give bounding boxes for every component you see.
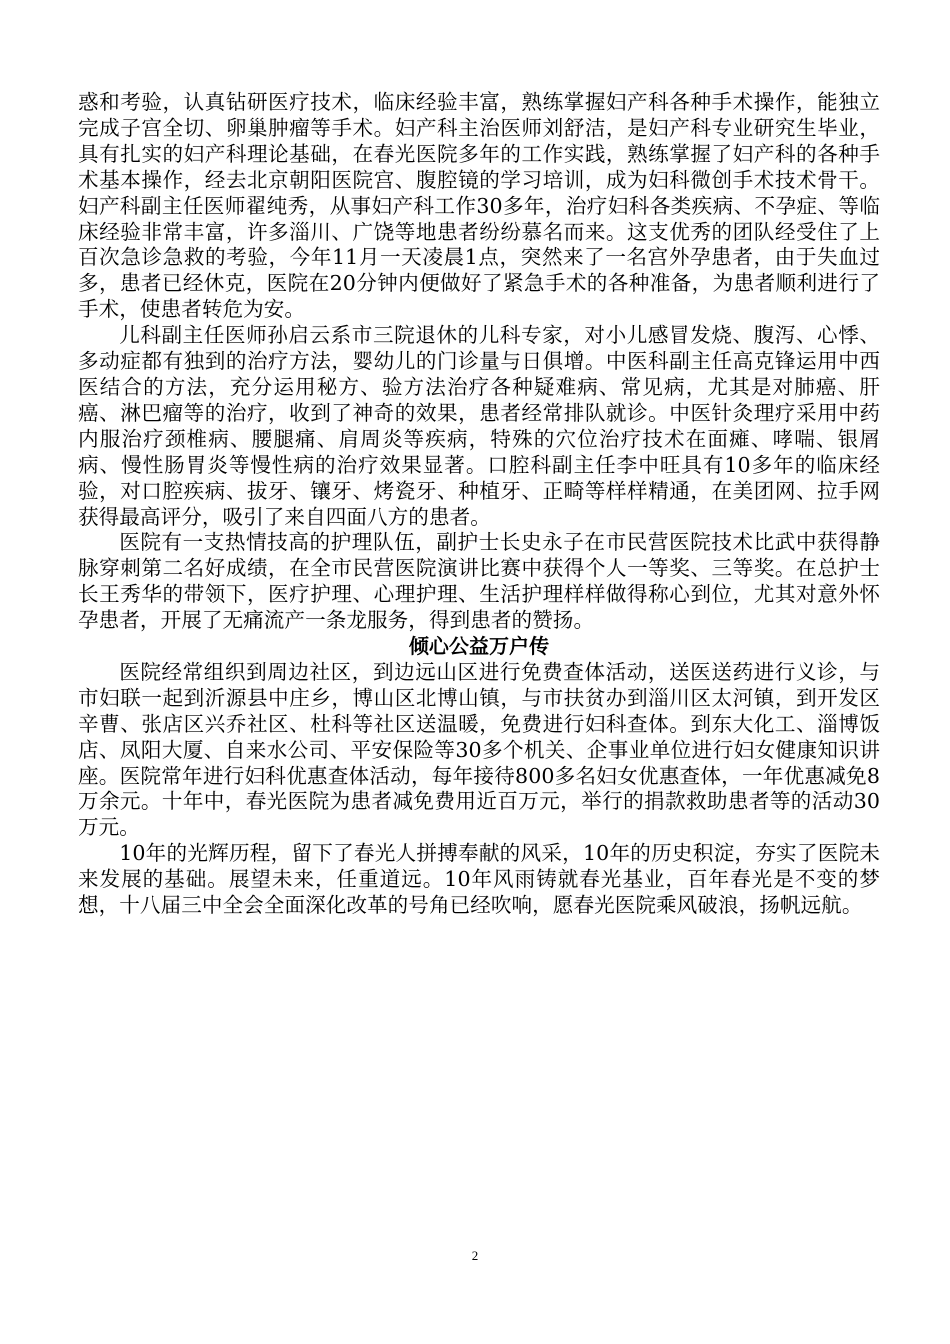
paragraph-conclusion: 10年的光辉历程，留下了春光人拼搏奉献的风采，10年的历史积淀，夯实了医院未来发展的基础。展望未来，任重道远。10年风雨铸就春光基业，百年春光是不变的梦想，十八届三中全会全面深化改革的号角已经吹响，愿春光医院乘风破浪，扬帆远航。	[78, 841, 880, 918]
section-heading: 倾心公益万户传	[408, 634, 550, 659]
paragraph-nursing-team: 医院有一支热情技高的护理队伍，副护士长史永子在市民营医院技术比武中获得静脉穿刺第二名好成绩，在全市民营医院演讲比赛中获得个人一等奖、三等奖。在总护士长王秀华的带领下，医疗护理、心理护理、生活护理样样做得称心到位，尤其对意外怀孕患者，开展了无痛流产一条龙服务，得到患者的赞扬。	[78, 530, 880, 633]
paragraph-pediatrics-tcm-dental: 儿科副主任医师孙启云系市三院退休的儿科专家，对小儿感冒发烧、腹泻、心悸、多动症都有独到的治疗方法，婴幼儿的门诊量与日俱增。中医科副主任高克锋运用中西医结合的方法，充分运用秘方、验方法治疗各种疑难病、常见病，尤其是对肺癌、肝癌、淋巴瘤等的治疗，收到了神奇的效果，患者经常排队就诊。中医针灸理疗采用中药内服治疗颈椎病、腰腿痛、肩周炎等疾病，特殊的穴位治疗技术在面瘫、哮喘、银屑病、慢性肠胃炎等慢性病的治疗效果显著。口腔科副主任李中旺具有10多年的临床经验，对口腔疾病、拔牙、镶牙、烤瓷牙、种植牙、正畸等样样精通，在美团网、拉手网获得最高评分，吸引了来自四面八方的患者。	[78, 323, 880, 529]
paragraph-obgyn-team: 惑和考验，认真钻研医疗技术，临床经验丰富，熟练掌握妇产科各种手术操作，能独立完成子宫全切、卵巢肿瘤等手术。妇产科主治医师刘舒洁，是妇产科专业研究生毕业，具有扎实的妇产科理论基础，在春光医院多年的工作实践，熟练掌握了妇产科的各种手术基本操作，经去北京朝阳医院宫、腹腔镜的学习培训，成为妇科微创手术技术骨干。妇产科副主任医师翟纯秀，从事妇产科工作30多年，治疗妇科各类疾病、不孕症、等临床经验非常丰富，许多淄川、广饶等地患者纷纷慕名而来。这支优秀的团队经受住了上百次急诊急救的考验，今年11月一天凌晨1点，突然来了一名宫外孕患者，由于失血过多，患者已经休克，医院在20分钟内便做好了紧急手术的各种准备，为患者顺利进行了手术，使患者转危为安。	[78, 90, 880, 322]
page-number: 2	[471, 1248, 479, 1263]
document-body	[78, 90, 880, 919]
paragraph-public-welfare: 医院经常组织到周边社区，到边远山区进行免费查体活动，送医送药进行义诊，与市妇联一起到沂源县中庄乡，博山区北博山镇，与市扶贫办到淄川区太河镇，到开发区辛曹、张店区兴乔社区、杜科等社区送温暖，免费进行妇科查体。到东大化工、淄博饭店、凤阳大厦、自来水公司、平安保险等30多个机关、企事业单位进行妇女健康知识讲座。医院常年进行妇科优惠查体活动，每年接待800多名妇女优惠查体，一年优惠减免8万余元。十年中，春光医院为患者减免费用近百万元，举行的捐款救助患者等的活动30万元。	[78, 659, 880, 840]
